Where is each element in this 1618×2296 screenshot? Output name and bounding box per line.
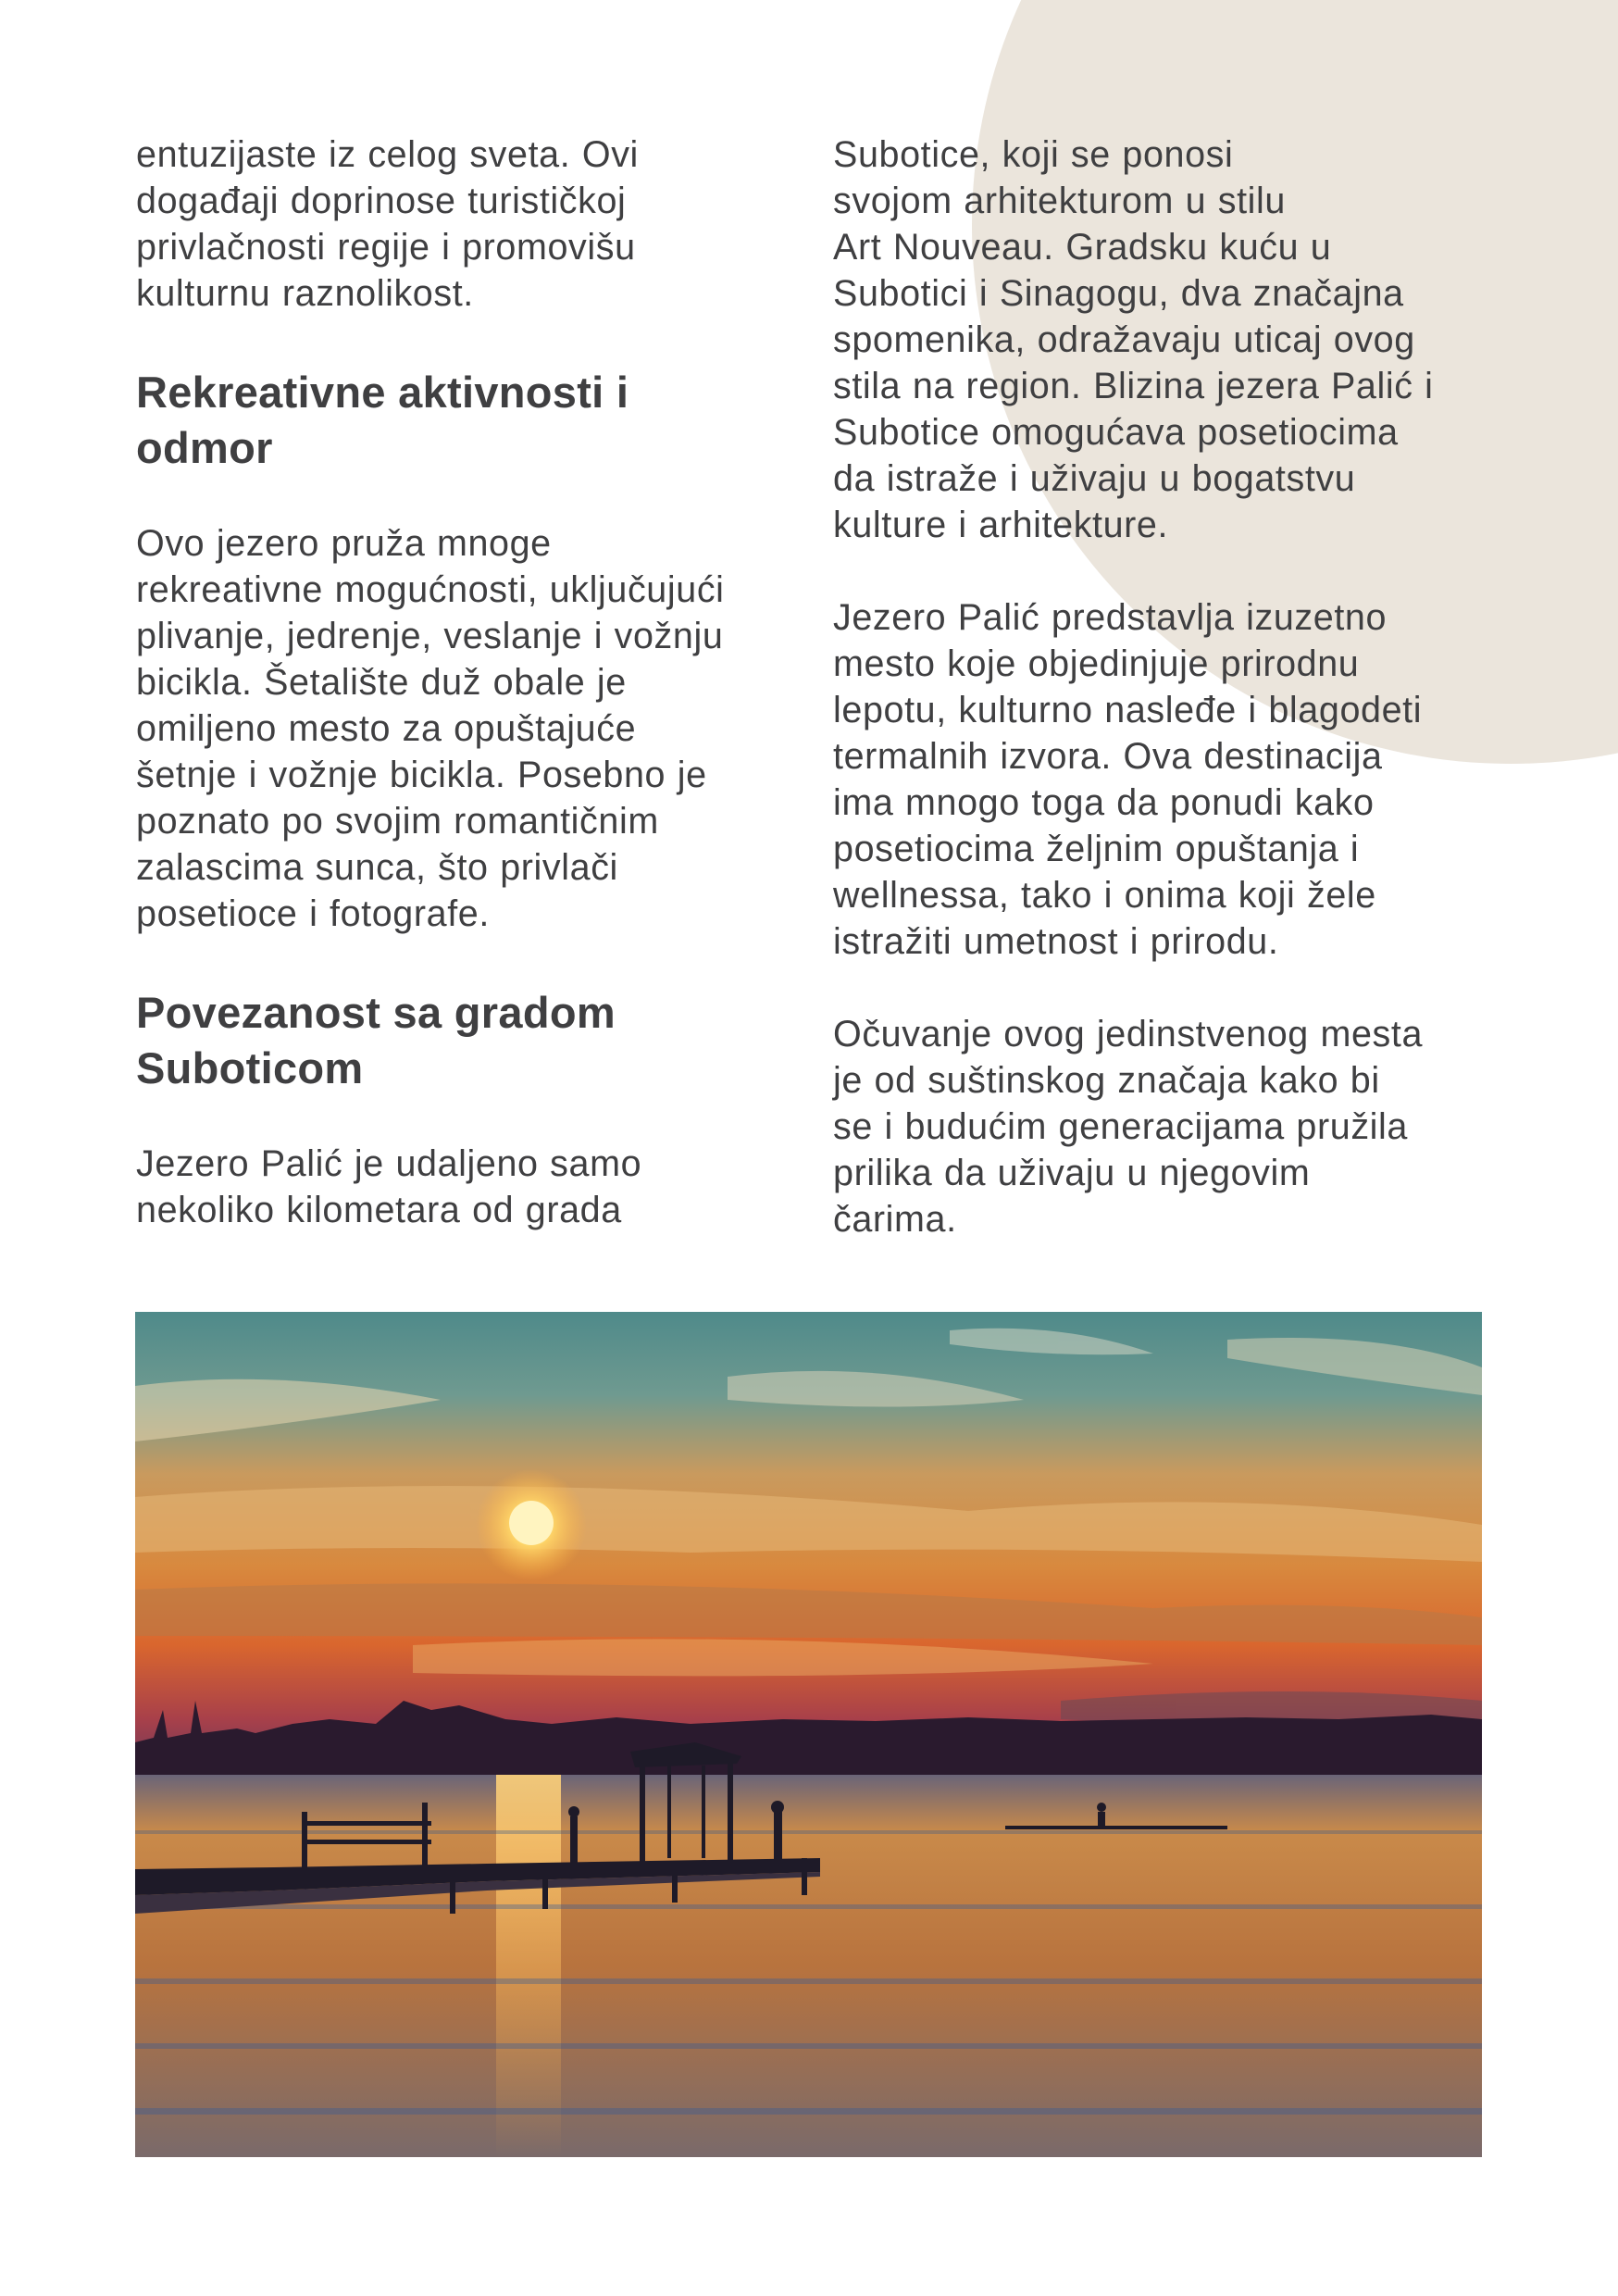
text-line: spomenika, odražavaju uticaj ovog [833,319,1415,360]
text-line: wellnessa, tako i onima koji žele [833,875,1376,916]
text-line: Jezero Palić je udaljeno samo [136,1143,642,1184]
text-line: svojom arhitekturom u stilu [833,181,1286,221]
text-line: rekreativne mogućnosti, uključujući [136,569,725,610]
text-line: privlačnosti regije i promovišu [136,227,636,268]
text-line: plivanje, jedrenje, veslanje i vožnju [136,616,724,656]
heading-line: Rekreativne aktivnosti i [136,368,629,417]
paragraph-subotica [833,131,1500,548]
text-line: je od suštinskog značaja kako bi [833,1060,1380,1101]
heading-line: Povezanost sa gradom [136,988,616,1037]
text-line: Jezero Palić predstavlja izuzetno [833,597,1388,638]
text-line: Subotice, koji se ponosi [833,134,1234,175]
text-line: entuzijaste iz celog sveta. Ovi [136,134,639,175]
paragraph-connection [136,1141,803,1233]
heading-line: Suboticom [136,1043,364,1092]
text-line: Očuvanje ovog jedinstvenog mesta [833,1014,1424,1054]
text-line: Subotice omogućava posetiocima [833,412,1399,453]
text-line: kulturnu raznolikost. [136,273,474,314]
text-line: omiljeno mesto za opuštajuće [136,708,637,749]
text-line: ima mnogo toga da ponudi kako [833,782,1375,823]
text-line: bicikla. Šetalište duž obale je [136,662,627,703]
heading-line: odmor [136,423,273,472]
heading-recreation [136,365,803,476]
text-line: zalascima sunca, što privlači [136,847,618,888]
text-line: se i budućim generacijama pružila [833,1106,1408,1147]
text-line: mesto koje objedinjuje prirodnu [833,643,1360,684]
text-line: Art Nouveau. Gradsku kuću u [833,227,1332,268]
paragraph-recreation [136,520,803,937]
sunset-illustration [135,1312,1482,2157]
text-line: nekoliko kilometara od grada [136,1190,622,1230]
text-line: da istraže i uživaju u bogatstvu [833,458,1356,499]
paragraph-continued [136,131,803,317]
text-line: događaji doprinose turističkoj [136,181,627,221]
lake-sunset-photo [135,1312,1482,2157]
text-line: poznato po svojim romantičnim [136,801,659,842]
paragraph-summary [833,594,1500,965]
heading-connection [136,985,803,1096]
text-line: čarima. [833,1199,957,1240]
text-line: termalnih izvora. Ova destinacija [833,736,1383,777]
text-line: posetioce i fotografe. [136,893,490,934]
text-line: lepotu, kulturno nasleđe i blagodeti [833,690,1423,730]
text-line: kulture i arhitekture. [833,505,1169,545]
text-line: Ovo jezero pruža mnoge [136,523,552,564]
text-line: šetnje i vožnje bicikla. Posebno je [136,755,707,795]
text-line: Subotici i Sinagogu, dva značajna [833,273,1404,314]
right-column [833,131,1500,1242]
text-line: stila na region. Blizina jezera Palić i [833,366,1434,406]
text-line: prilika da uživaju u njegovim [833,1153,1311,1193]
text-line: posetiocima željnim opuštanja i [833,829,1360,869]
left-column [136,131,803,1233]
text-line: istražiti umetnost i prirodu. [833,921,1279,962]
paragraph-preservation [833,1011,1500,1242]
